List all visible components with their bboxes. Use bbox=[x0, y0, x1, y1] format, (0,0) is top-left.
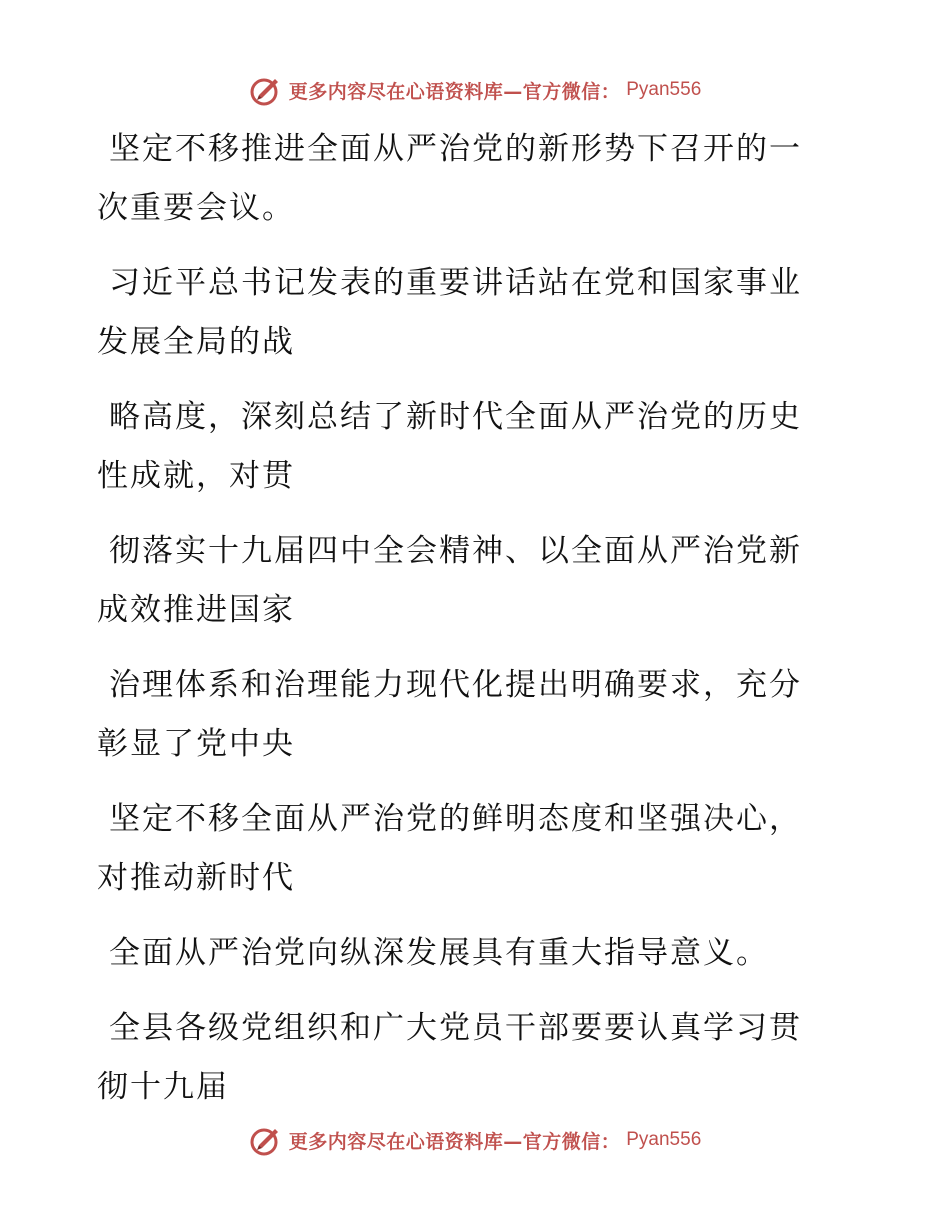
paragraph bbox=[97, 790, 837, 908]
paragraph-line: 彰显了党中央 bbox=[97, 726, 295, 762]
paragraph bbox=[97, 388, 837, 506]
paragraph-line: 坚定不移全面从严治党的鲜明态度和坚强决心， bbox=[109, 801, 802, 837]
paragraph-line: 习近平总书记发表的重要讲话站在党和国家事业 bbox=[109, 265, 802, 301]
paragraph-line: 略高度，深刻总结了新时代全面从严治党的历史 bbox=[109, 399, 802, 435]
watermark-text: 更多内容尽在心语资料库—官方微信： bbox=[288, 80, 621, 103]
paragraph-line: 彻落实十九届四中全会精神、以全面从严治党新 bbox=[109, 533, 802, 569]
paragraph-line: 对推动新时代 bbox=[97, 860, 295, 896]
paragraph bbox=[97, 254, 837, 372]
paragraph-line: 发展全局的战 bbox=[97, 324, 295, 360]
document-body bbox=[97, 120, 837, 1133]
paragraph-line: 成效推进国家 bbox=[97, 592, 295, 628]
pen-circle-logo-icon bbox=[249, 73, 283, 107]
paragraph-line: 全面从严治党向纵深发展具有重大指导意义。 bbox=[109, 935, 769, 971]
paragraph bbox=[97, 924, 837, 983]
paragraph bbox=[97, 522, 837, 640]
header-watermark bbox=[0, 70, 950, 110]
watermark-wechat-id: Pyan556 bbox=[626, 1129, 702, 1150]
paragraph-line: 彻十九届 bbox=[97, 1069, 229, 1105]
paragraph-line: 坚定不移推进全面从严治党的新形势下召开的一 bbox=[109, 131, 802, 167]
paragraph-line: 治理体系和治理能力现代化提出明确要求，充分 bbox=[109, 667, 802, 703]
paragraph bbox=[97, 120, 837, 238]
paragraph-line: 次重要会议。 bbox=[97, 190, 295, 226]
watermark-text: 更多内容尽在心语资料库—官方微信： bbox=[288, 1130, 621, 1153]
paragraph-line: 性成就，对贯 bbox=[97, 458, 295, 494]
paragraph bbox=[97, 656, 837, 774]
footer-watermark bbox=[0, 1120, 950, 1160]
pen-circle-logo-icon bbox=[249, 1123, 283, 1157]
watermark-wechat-id: Pyan556 bbox=[626, 79, 702, 100]
paragraph-line: 全县各级党组织和广大党员干部要要认真学习贯 bbox=[109, 1010, 802, 1046]
paragraph bbox=[97, 999, 837, 1117]
